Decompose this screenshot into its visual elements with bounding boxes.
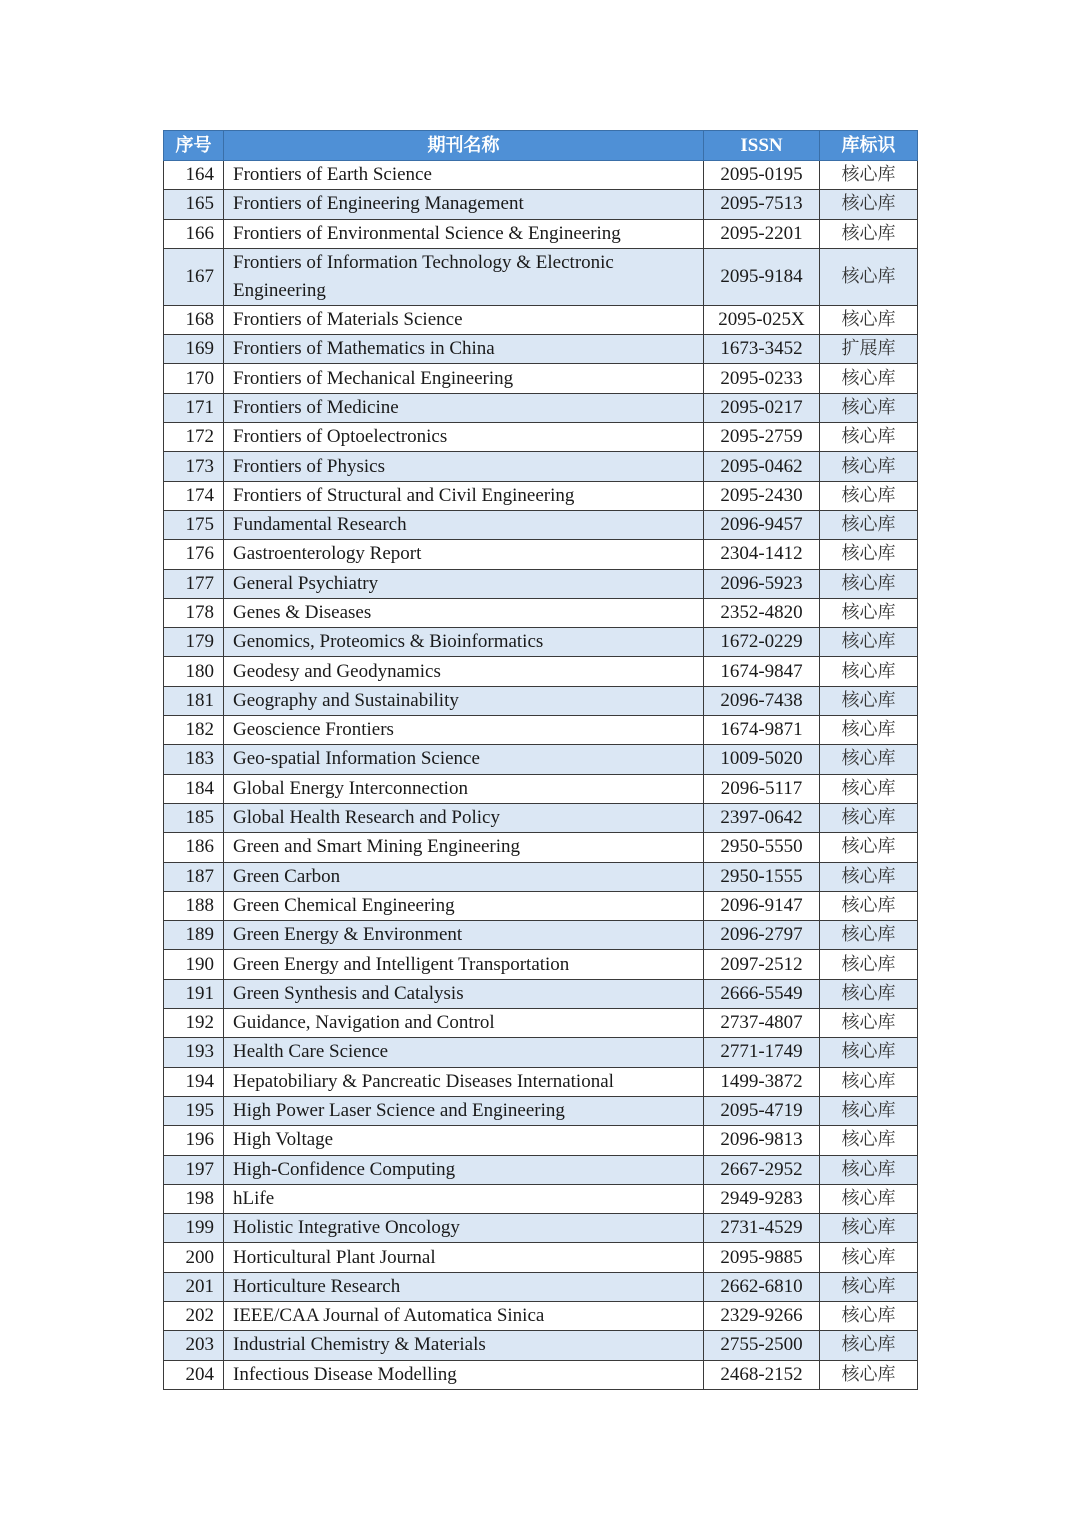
row-serial-number: 183	[164, 745, 224, 774]
row-library-tag: 核心库	[820, 979, 918, 1008]
row-issn: 2096-9813	[704, 1126, 820, 1155]
row-issn: 2950-1555	[704, 862, 820, 891]
row-serial-number: 175	[164, 510, 224, 539]
row-journal-name: Frontiers of Materials Science	[224, 305, 704, 334]
row-serial-number: 177	[164, 569, 224, 598]
row-library-tag: 核心库	[820, 657, 918, 686]
table-row	[164, 481, 918, 510]
row-serial-number: 176	[164, 540, 224, 569]
row-issn: 2095-2430	[704, 481, 820, 510]
table-row	[164, 686, 918, 715]
row-serial-number: 204	[164, 1360, 224, 1389]
row-library-tag: 核心库	[820, 1155, 918, 1184]
row-serial-number: 193	[164, 1038, 224, 1067]
table-row	[164, 598, 918, 627]
row-library-tag: 核心库	[820, 628, 918, 657]
row-issn: 2731-4529	[704, 1214, 820, 1243]
row-issn: 1674-9847	[704, 657, 820, 686]
row-journal-name: High Power Laser Science and Engineering	[224, 1096, 704, 1125]
row-issn: 2096-7438	[704, 686, 820, 715]
row-journal-name: Green Energy and Intelligent Transportation	[224, 950, 704, 979]
row-issn: 2095-4719	[704, 1096, 820, 1125]
row-library-tag: 核心库	[820, 716, 918, 745]
table-row	[164, 1331, 918, 1360]
document-page	[163, 130, 917, 1390]
row-issn: 2095-2201	[704, 219, 820, 248]
table-row	[164, 452, 918, 481]
row-serial-number: 182	[164, 716, 224, 745]
row-library-tag: 核心库	[820, 1067, 918, 1096]
row-issn: 2097-2512	[704, 950, 820, 979]
row-journal-name: Green Energy & Environment	[224, 921, 704, 950]
row-journal-name: Gastroenterology Report	[224, 540, 704, 569]
table-row	[164, 1272, 918, 1301]
row-issn: 2096-5117	[704, 774, 820, 803]
row-serial-number: 184	[164, 774, 224, 803]
row-serial-number: 198	[164, 1184, 224, 1213]
row-serial-number: 201	[164, 1272, 224, 1301]
table-row	[164, 1067, 918, 1096]
row-issn: 1009-5020	[704, 745, 820, 774]
row-journal-name: General Psychiatry	[224, 569, 704, 598]
row-library-tag: 核心库	[820, 950, 918, 979]
row-serial-number: 203	[164, 1331, 224, 1360]
table-row	[164, 1096, 918, 1125]
table-row	[164, 510, 918, 539]
row-journal-name: High-Confidence Computing	[224, 1155, 704, 1184]
row-serial-number: 197	[164, 1155, 224, 1184]
row-issn: 2095-9184	[704, 248, 820, 305]
row-library-tag: 核心库	[820, 891, 918, 920]
row-serial-number: 200	[164, 1243, 224, 1272]
table-row	[164, 190, 918, 219]
table-row	[164, 1009, 918, 1038]
row-journal-name: Geodesy and Geodynamics	[224, 657, 704, 686]
table-row	[164, 716, 918, 745]
row-journal-name: Global Energy Interconnection	[224, 774, 704, 803]
row-serial-number: 172	[164, 423, 224, 452]
row-journal-name: Geoscience Frontiers	[224, 716, 704, 745]
row-issn: 2304-1412	[704, 540, 820, 569]
row-library-tag: 核心库	[820, 540, 918, 569]
row-issn: 2095-0195	[704, 161, 820, 190]
row-issn: 2096-2797	[704, 921, 820, 950]
row-library-tag: 核心库	[820, 423, 918, 452]
row-issn: 2096-9147	[704, 891, 820, 920]
row-journal-name: Global Health Research and Policy	[224, 803, 704, 832]
row-journal-name: Horticulture Research	[224, 1272, 704, 1301]
row-serial-number: 187	[164, 862, 224, 891]
table-body	[164, 161, 918, 1390]
row-serial-number: 181	[164, 686, 224, 715]
row-journal-name: Frontiers of Mechanical Engineering	[224, 364, 704, 393]
table-row	[164, 1184, 918, 1213]
row-serial-number: 192	[164, 1009, 224, 1038]
row-issn: 2397-0642	[704, 803, 820, 832]
table-row	[164, 248, 918, 305]
row-issn: 2095-9885	[704, 1243, 820, 1272]
row-journal-name: Frontiers of Engineering Management	[224, 190, 704, 219]
row-journal-name: Frontiers of Structural and Civil Engineering	[224, 481, 704, 510]
table-row	[164, 950, 918, 979]
row-library-tag: 核心库	[820, 305, 918, 334]
table-header-row	[164, 131, 918, 161]
row-issn: 2329-9266	[704, 1301, 820, 1330]
row-serial-number: 170	[164, 364, 224, 393]
row-library-tag: 核心库	[820, 1184, 918, 1213]
row-issn: 2949-9283	[704, 1184, 820, 1213]
row-library-tag: 核心库	[820, 161, 918, 190]
row-library-tag: 核心库	[820, 569, 918, 598]
row-serial-number: 194	[164, 1067, 224, 1096]
journal-list-table	[163, 130, 918, 1390]
row-serial-number: 188	[164, 891, 224, 920]
row-library-tag: 核心库	[820, 248, 918, 305]
row-serial-number: 165	[164, 190, 224, 219]
row-issn: 2468-2152	[704, 1360, 820, 1389]
row-journal-name: High Voltage	[224, 1126, 704, 1155]
row-library-tag: 核心库	[820, 1214, 918, 1243]
row-library-tag: 核心库	[820, 1360, 918, 1389]
row-serial-number: 179	[164, 628, 224, 657]
row-issn: 2950-5550	[704, 833, 820, 862]
row-issn: 1673-3452	[704, 335, 820, 364]
row-journal-name: Frontiers of Optoelectronics	[224, 423, 704, 452]
row-serial-number: 195	[164, 1096, 224, 1125]
row-library-tag: 核心库	[820, 1126, 918, 1155]
row-journal-name: IEEE/CAA Journal of Automatica Sinica	[224, 1301, 704, 1330]
table-row	[164, 393, 918, 422]
table-row	[164, 1214, 918, 1243]
row-journal-name: Green Chemical Engineering	[224, 891, 704, 920]
row-issn: 2095-0217	[704, 393, 820, 422]
row-issn: 2737-4807	[704, 1009, 820, 1038]
row-journal-name: Frontiers of Mathematics in China	[224, 335, 704, 364]
row-journal-name: Frontiers of Medicine	[224, 393, 704, 422]
table-row	[164, 1038, 918, 1067]
row-serial-number: 168	[164, 305, 224, 334]
row-journal-name: Frontiers of Physics	[224, 452, 704, 481]
header-journal-name: 期刊名称	[224, 131, 704, 161]
row-journal-name: Hepatobiliary & Pancreatic Diseases International	[224, 1067, 704, 1096]
row-serial-number: 190	[164, 950, 224, 979]
row-journal-name: Holistic Integrative Oncology	[224, 1214, 704, 1243]
table-row	[164, 423, 918, 452]
header-issn: ISSN	[704, 131, 820, 161]
row-issn: 2755-2500	[704, 1331, 820, 1360]
table-row	[164, 745, 918, 774]
row-library-tag: 核心库	[820, 1243, 918, 1272]
table-row	[164, 657, 918, 686]
row-journal-name: Genes & Diseases	[224, 598, 704, 627]
row-serial-number: 167	[164, 248, 224, 305]
row-library-tag: 核心库	[820, 190, 918, 219]
row-journal-name: Frontiers of Information Technology & Electronic Engineering	[224, 248, 704, 305]
table-row	[164, 540, 918, 569]
table-row	[164, 1126, 918, 1155]
row-library-tag: 核心库	[820, 598, 918, 627]
row-issn: 2095-7513	[704, 190, 820, 219]
row-journal-name: Industrial Chemistry & Materials	[224, 1331, 704, 1360]
row-issn: 2666-5549	[704, 979, 820, 1008]
header-library-tag: 库标识	[820, 131, 918, 161]
row-library-tag: 核心库	[820, 1301, 918, 1330]
table-row	[164, 833, 918, 862]
row-serial-number: 202	[164, 1301, 224, 1330]
row-library-tag: 核心库	[820, 1009, 918, 1038]
row-library-tag: 核心库	[820, 803, 918, 832]
row-library-tag: 核心库	[820, 364, 918, 393]
table-row	[164, 628, 918, 657]
row-serial-number: 178	[164, 598, 224, 627]
row-serial-number: 166	[164, 219, 224, 248]
row-issn: 2095-0233	[704, 364, 820, 393]
row-journal-name: Infectious Disease Modelling	[224, 1360, 704, 1389]
row-journal-name: Guidance, Navigation and Control	[224, 1009, 704, 1038]
table-row	[164, 161, 918, 190]
row-serial-number: 180	[164, 657, 224, 686]
row-library-tag: 核心库	[820, 833, 918, 862]
table-row	[164, 774, 918, 803]
row-journal-name: Health Care Science	[224, 1038, 704, 1067]
table-row	[164, 335, 918, 364]
row-journal-name: Fundamental Research	[224, 510, 704, 539]
row-journal-name: Geography and Sustainability	[224, 686, 704, 715]
row-library-tag: 核心库	[820, 745, 918, 774]
table-row	[164, 979, 918, 1008]
row-library-tag: 核心库	[820, 393, 918, 422]
row-library-tag: 核心库	[820, 1038, 918, 1067]
row-issn: 1674-9871	[704, 716, 820, 745]
row-serial-number: 171	[164, 393, 224, 422]
table-row	[164, 921, 918, 950]
row-serial-number: 199	[164, 1214, 224, 1243]
row-journal-name: Green Carbon	[224, 862, 704, 891]
row-serial-number: 185	[164, 803, 224, 832]
table-row	[164, 1360, 918, 1389]
row-library-tag: 核心库	[820, 510, 918, 539]
table-row	[164, 1155, 918, 1184]
row-library-tag: 核心库	[820, 774, 918, 803]
row-journal-name: Geo-spatial Information Science	[224, 745, 704, 774]
row-serial-number: 191	[164, 979, 224, 1008]
row-serial-number: 186	[164, 833, 224, 862]
row-issn: 2662-6810	[704, 1272, 820, 1301]
row-journal-name: Horticultural Plant Journal	[224, 1243, 704, 1272]
row-library-tag: 扩展库	[820, 335, 918, 364]
row-library-tag: 核心库	[820, 862, 918, 891]
table-row	[164, 862, 918, 891]
row-journal-name: Genomics, Proteomics & Bioinformatics	[224, 628, 704, 657]
table-row	[164, 219, 918, 248]
row-issn: 2667-2952	[704, 1155, 820, 1184]
row-journal-name: Frontiers of Environmental Science & Engineering	[224, 219, 704, 248]
row-issn: 2095-025X	[704, 305, 820, 334]
row-serial-number: 196	[164, 1126, 224, 1155]
row-issn: 2771-1749	[704, 1038, 820, 1067]
row-journal-name: hLife	[224, 1184, 704, 1213]
row-library-tag: 核心库	[820, 686, 918, 715]
row-issn: 2095-0462	[704, 452, 820, 481]
table-row	[164, 1301, 918, 1330]
table-row	[164, 891, 918, 920]
row-issn: 2352-4820	[704, 598, 820, 627]
table-row	[164, 803, 918, 832]
row-journal-name: Green Synthesis and Catalysis	[224, 979, 704, 1008]
row-library-tag: 核心库	[820, 1272, 918, 1301]
row-serial-number: 164	[164, 161, 224, 190]
table-row	[164, 364, 918, 393]
row-journal-name: Frontiers of Earth Science	[224, 161, 704, 190]
row-issn: 1672-0229	[704, 628, 820, 657]
row-serial-number: 169	[164, 335, 224, 364]
row-library-tag: 核心库	[820, 1096, 918, 1125]
row-issn: 2096-5923	[704, 569, 820, 598]
row-library-tag: 核心库	[820, 921, 918, 950]
header-serial-number: 序号	[164, 131, 224, 161]
table-row	[164, 1243, 918, 1272]
row-serial-number: 189	[164, 921, 224, 950]
row-issn: 1499-3872	[704, 1067, 820, 1096]
row-serial-number: 173	[164, 452, 224, 481]
row-serial-number: 174	[164, 481, 224, 510]
table-row	[164, 305, 918, 334]
table-row	[164, 569, 918, 598]
row-issn: 2095-2759	[704, 423, 820, 452]
row-library-tag: 核心库	[820, 219, 918, 248]
row-library-tag: 核心库	[820, 1331, 918, 1360]
row-issn: 2096-9457	[704, 510, 820, 539]
row-journal-name: Green and Smart Mining Engineering	[224, 833, 704, 862]
row-library-tag: 核心库	[820, 481, 918, 510]
row-library-tag: 核心库	[820, 452, 918, 481]
